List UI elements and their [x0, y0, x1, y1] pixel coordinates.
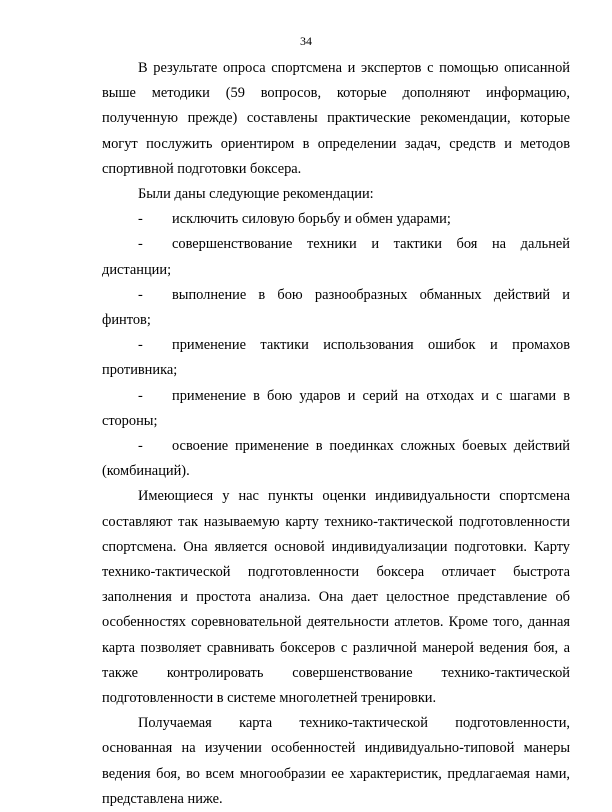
list-item [102, 434, 570, 484]
recommendations-list [102, 207, 570, 484]
list-item-text: выполнение в бою разнообразных обманных действий и финтов; [102, 286, 570, 329]
list-item-text: исключить силовую борьбу и обмен ударами; [172, 211, 451, 228]
paragraph-card-description: Имеющиеся у нас пункты оценки индивидуальности спортсмена составляют так называемую карту технико-тактической подготовленности спортсмена. Она является основой индивидуализации подготовки. Карту технико-тактической подготовленности боксера отличает быстрота заполнения и простота анализа. Она дает целостное представление об особенностях соревновательной деятельности атлетов. Кроме того, данная карта позволяет сравнивать боксеров с различной манерой ведения боя, а также контролировать совершенствование технико-тактической подготовленности в системе многолетней тренировки. [102, 488, 570, 707]
list-item-text: освоение применение в поединках сложных боевых действий (комбинаций). [102, 438, 570, 480]
paragraph-intro: В результате опроса спортсмена и экспертов с помощью описанной выше методики (59 вопросов, которые дополняют информацию, полученную прежде) составлены практические рекомендации, которые могут послужить ориентиром в определении задач, средств и методов спортивной подготовки боксера. [102, 60, 570, 177]
body-text [102, 56, 570, 812]
list-item [102, 207, 570, 232]
list-bullet: - [138, 387, 143, 404]
list-item [102, 283, 570, 333]
list-item [102, 384, 570, 434]
list-bullet: - [138, 286, 143, 303]
list-item [102, 333, 570, 383]
paragraph-conclusion: Получаемая карта технико-тактической подготовленности, основанная на изучении особенностей индивидуально-типовой манеры ведения боя, во всем многообразии ее характеристик, предлагаемая нами, представлена ниже. [102, 715, 570, 807]
list-bullet: - [138, 211, 143, 228]
page-number: 34 [300, 34, 312, 48]
list-item-text: совершенствование техники и тактики боя на дальней дистанции; [102, 236, 570, 278]
list-item-text: применение в бою ударов и серий на отходах и с шагами в стороны; [102, 387, 570, 429]
list-bullet: - [138, 337, 143, 354]
list-item [102, 232, 570, 282]
list-bullet: - [138, 236, 143, 253]
list-item-text: применение тактики использования ошибок и промахов противника; [102, 337, 570, 379]
list-bullet: - [138, 438, 143, 455]
paragraph-list-intro: Были даны следующие рекомендации: [138, 186, 374, 203]
